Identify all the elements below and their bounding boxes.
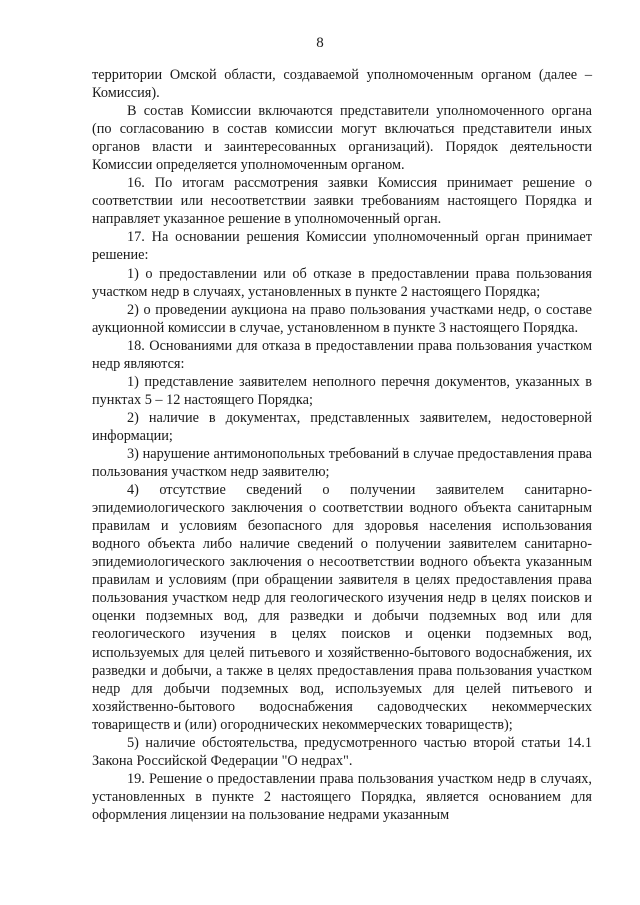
paragraph-17-item-2: 2) о проведении аукциона на право пользования участками недр, о составе аукционной комиссии в случае, установленном в пункте 3 настоящего Порядка. xyxy=(92,301,592,336)
paragraph-commission-composition: В состав Комиссии включаются представители уполномоченного органа (по согласованию в состав комиссии могут включаться представители иных органов власти и заинтересованных организаций). Порядок деятельности Комиссии определяется уполномоченным органом. xyxy=(92,103,592,174)
paragraph-18-item-1: 1) представление заявителем неполного перечня документов, указанных в пунктах 5 – 12 настоящего Порядка; xyxy=(92,373,592,408)
paragraph-19: 19. Решение о предоставлении права пользования участком недр в случаях, установленных в пункте 2 настоящего Порядка, является основанием для оформления лицензии на пользование недрами указанным xyxy=(92,770,592,823)
paragraph-18-item-4: 4) отсутствие сведений о получении заявителем санитарно-эпидемиологического заключения о соответствии водного объекта санитарным правилам и условиям безопасного для здоровья населения использования водного объекта либо наличие сведений о получении заявителем санитарно-эпидемиологического заключения о несоответствии водного объекта указанным правилам и условиям (при обращении заявителя в целях предоставления права пользования участком недр для геологического изучения недр в целях поисков и оценки подземных вод, для разведки и добычи подземных вод или для геологического изучения в целях поисков и оценки подземных вод, используемых для целей питьевого и хозяйственно-бытового водоснабжения, их разведки и добычи, а также в целях предоставления права пользования участком недр для добычи подземных вод, используемых для целей питьевого и хозяйственно-бытового водоснабжения садоводческих некоммерческих товариществ и (или) огороднических некоммерческих товариществ); xyxy=(92,482,592,733)
page-number: 8 xyxy=(316,35,324,51)
paragraph-continuation: территории Омской области, создаваемой уполномоченным органом (далее – Комиссия). xyxy=(92,67,592,102)
document-body xyxy=(92,66,592,824)
paragraph-17: 17. На основании решения Комиссии уполномоченный орган принимает решение: xyxy=(92,229,592,264)
paragraph-18-item-5: 5) наличие обстоятельства, предусмотренного частью второй статьи 14.1 Закона Российской Федерации "О недрах". xyxy=(92,734,592,769)
paragraph-18-item-2: 2) наличие в документах, представленных заявителем, недостоверной информации; xyxy=(92,409,592,444)
paragraph-17-item-1: 1) о предоставлении или об отказе в предоставлении права пользования участком недр в случаях, установленных в пункте 2 настоящего Порядка; xyxy=(92,265,592,300)
paragraph-16: 16. По итогам рассмотрения заявки Комиссия принимает решение о соответствии или несоответствии заявки требованиям настоящего Порядка и направляет указанное решение в уполномоченный орган. xyxy=(92,175,592,228)
paragraph-18: 18. Основаниями для отказа в предоставлении права пользования участком недр являются: xyxy=(92,337,592,372)
paragraph-18-item-3: 3) нарушение антимонопольных требований в случае предоставления права пользования участком недр заявителю; xyxy=(92,445,592,481)
